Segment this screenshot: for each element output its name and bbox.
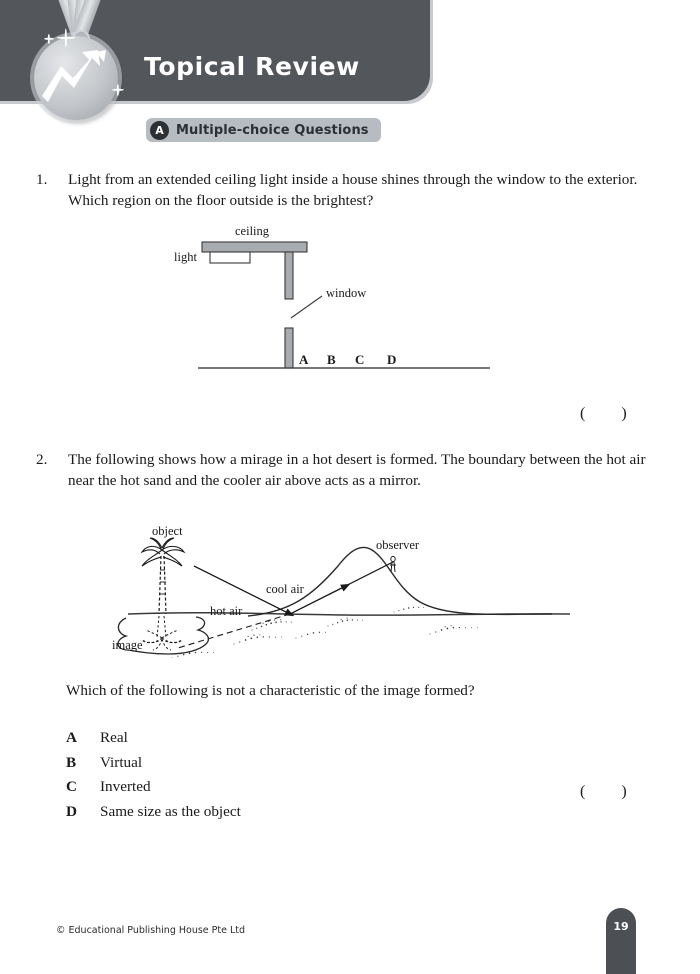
ceiling-light-window-diagram <box>160 224 530 392</box>
question-number: 1. <box>36 171 48 188</box>
option-key: B <box>66 753 77 771</box>
option-key: A <box>66 729 77 746</box>
diagram-label-window: window <box>326 286 367 300</box>
mirage-desert-diagram <box>100 526 592 658</box>
diagram-label-object: object <box>152 524 183 538</box>
zigzag-arrow-icon <box>34 36 118 120</box>
question-2 <box>36 450 668 492</box>
option-key: D <box>66 802 77 820</box>
region-label-c: C <box>355 352 365 367</box>
question-number: 2. <box>36 451 48 468</box>
option-d[interactable] <box>66 800 241 825</box>
question-2-sub-question: Which of the following is not a characteristic of the image formed? <box>66 682 475 699</box>
question-text: The following shows how a mirage in a hot desert is formed. The boundary between the hot air near the hot sand and the cooler air above acts as a mirror. <box>68 451 646 489</box>
option-label: Same size as the object <box>100 802 241 820</box>
option-label: Virtual <box>100 753 143 771</box>
section-badge: A <box>150 121 169 140</box>
page-bleed-artifact <box>420 818 650 880</box>
option-label: Inverted <box>100 778 151 796</box>
diagram-label-ceiling: ceiling <box>235 224 270 238</box>
question-text: Light from an extended ceiling light inside a house shines through the window to the exterior. Which region on the floor outside is the brightest? <box>68 171 638 209</box>
section-label: Multiple-choice Questions <box>176 122 369 138</box>
diagram-label-hot-air: hot air <box>210 604 243 618</box>
option-c[interactable] <box>66 775 241 800</box>
sparkle-icon <box>56 28 75 47</box>
region-label-d: D <box>387 352 397 367</box>
sparkle-icon <box>44 34 54 44</box>
question-2-options <box>66 726 241 825</box>
diagram-label-observer: observer <box>376 538 420 552</box>
region-label-a: A <box>299 352 309 367</box>
answer-bracket-q1[interactable]: ( ) <box>580 405 643 422</box>
diagram-label-image: image <box>112 638 143 652</box>
diagram-label-light: light <box>174 250 197 264</box>
copyright-notice: © Educational Publishing House Pte Ltd <box>56 925 246 936</box>
option-b[interactable] <box>66 751 241 776</box>
option-a[interactable] <box>66 726 241 751</box>
region-label-b: B <box>327 352 336 367</box>
page-title: Topical Review <box>144 52 360 81</box>
medal-icon <box>16 0 140 122</box>
option-label: Real <box>100 729 128 746</box>
diagram-label-cool-air: cool air <box>266 582 304 596</box>
sparkle-icon <box>112 84 124 96</box>
question-1 <box>36 170 668 212</box>
answer-bracket-q2[interactable]: ( ) <box>580 783 643 800</box>
page-number-badge: 19 <box>606 908 636 974</box>
section-header-multiple-choice <box>146 118 381 142</box>
option-key: C <box>66 778 77 796</box>
